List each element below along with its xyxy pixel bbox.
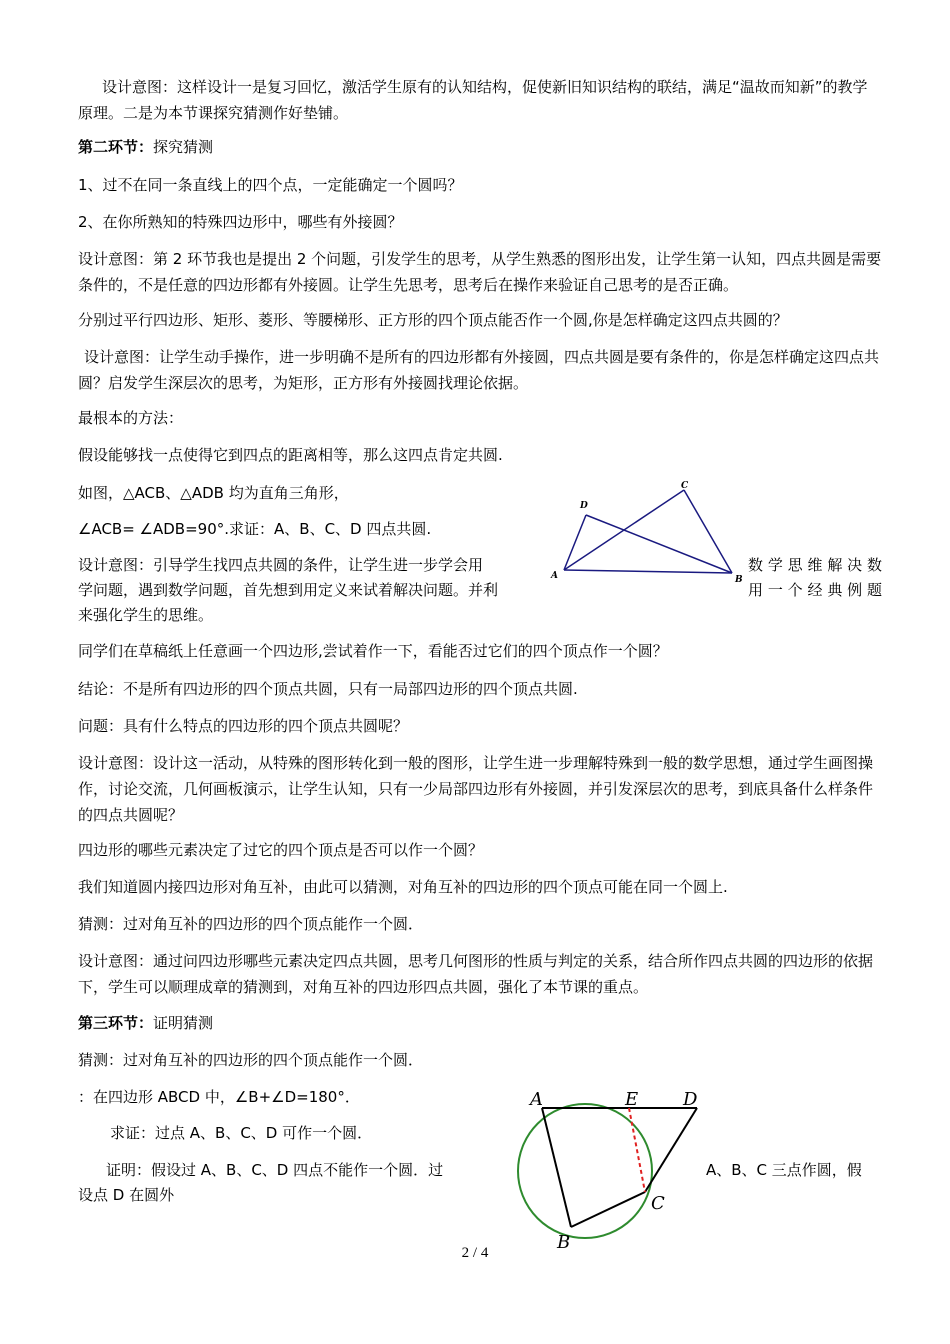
segment-AB [542,1108,571,1227]
paragraph-question: 问题：具有什么特点的四边形的四个顶点共圆呢？ [78,717,409,735]
section-3-label: 第三环节： [78,1014,154,1032]
paragraph-design-intent-4-line3: 来强化学生的思维。 [78,606,214,624]
label-C: C [651,1193,665,1214]
paragraph-which-elements: 四边形的哪些元素决定了过它的四个顶点是否可以作一个圆？ [78,841,484,859]
section-2-label: 第二环节： [78,138,154,156]
segment-CB [684,490,732,573]
paragraph-design-intent-2: 设计意图：第 2 环节我也是提出 2 个问题，引发学生的思考，从学生熟悉的图形出发，让学生第一认知，四点共圆是需要条件的，不是任意的四边形都有外接圆。让学生先思考，思考后在操作来验证自己思考的是否正确。 [78,250,882,294]
segment-CD [645,1108,697,1192]
section-3-heading [78,1010,882,1036]
paragraph-design-intent-4-line1: 设计意图：引导学生找四点共圆的条件，让学生进一步学会用 [78,556,484,574]
paragraph-equidistant: 假设能够找一点使得它到四点的距离相等，那么这四点肯定共圆. [78,446,503,464]
paragraph-try-quadrilateral: 同学们在草稿纸上任意画一个四边形,尝试着作一下，看能否过它们的四个顶点作一个圆？ [78,642,668,660]
label-B: B [557,1232,571,1253]
paragraph-proof-line1: 证明：假设过 A、B、C、D 四点不能作一个圆．过 [106,1161,444,1179]
question-2: 2、在你所熟知的特殊四边形中，哪些有外接圆？ [78,213,403,231]
figure-right-triangles [548,478,748,586]
label-C: C [681,481,689,491]
paragraph-design-intent-4-line2-right: 用一个经典例题 [748,581,882,599]
paragraph-basic-method: 最根本的方法： [78,409,184,427]
paragraph-design-intent-5: 设计意图：设计这一活动，从特殊的图形转化到一般的图形，让学生进一步理解特殊到一般的数学思想，通过学生画图操作，讨论交流，几何画板演示，让学生认知，只有一少局部四边形有外接圆，并引发深层次的思考，到底具备什么样条件的四点共圆呢？ [78,754,874,824]
segment-DB [586,515,732,573]
paragraph-design-intent-3: 设计意图：让学生动手操作，进一步明确不是所有的四边形都有外接圆，四点共圆是要有条件的，你是怎样确定这四点共圆？启发学生深层次的思考，为矩形，正方形有外接圆找理论依据。 [78,348,880,392]
segment-AB [564,570,732,573]
dashed-segment-EC [629,1108,645,1192]
paragraph-design-intent-4-line2: 学问题，遇到数学问题，首先想到用定义来试着解决问题。并利 [78,581,499,599]
figure-cyclic-quadrilateral [505,1085,720,1253]
paragraph-design-intent-6: 设计意图：通过问四边形哪些元素决定四点共圆，思考几何图形的性质与判定的关系，结合所作四点共圆的四边形的依据下，学生可以顺理成章的猜测到，对角互补的四边形四点共圆，强化了本节课的重点。 [78,952,874,996]
paragraph-given: ：在四边形 ABCD 中，∠B+∠D=180°． [78,1088,360,1106]
segment-AD [564,515,586,570]
paragraph-proof-line1-right: A、B、C 三点作圆，假 [706,1161,862,1179]
question-1: 1、过不在同一条直线上的四个点，一定能确定一个圆吗？ [78,176,463,194]
label-D: D [683,1089,698,1110]
paragraph-special-quadrilaterals: 分别过平行四边形、矩形、菱形、等腰梯形、正方形的四个顶点能否作一个圆,你是怎样确定这四点共圆的？ [78,311,788,329]
paragraph-proof-line2: 设点 D 在圆外 [78,1186,175,1204]
label-D: D [580,501,588,511]
paragraph-prove-concyclic: ∠ACB= ∠ADB=90°.求证：A、B、C、D 四点共圆. [78,520,432,538]
paragraph-right-triangles: 如图，△ACB、△ADB 均为直角三角形， [78,484,349,502]
paragraph-cyclic-quadrilateral: 我们知道圆内接四边形对角互补，由此可以猜测，对角互补的四边形的四个顶点可能在同一个圆上. [78,878,728,896]
label-A: A [551,571,558,581]
paragraph-conjecture: 猜测：过对角互补的四边形的四个顶点能作一个圆． [78,915,424,933]
label-A: A [530,1089,543,1110]
paragraph-to-prove: 求证：过点 A、B、C、D 可作一个圆． [110,1124,373,1142]
segment-BC [571,1192,645,1227]
paragraph-conjecture-2: 猜测：过对角互补的四边形的四个顶点能作一个圆． [78,1051,424,1069]
section-3-title: 证明猜测 [153,1014,214,1032]
section-2-title: 探究猜测 [153,138,214,156]
paragraph-conclusion: 结论：不是所有四边形的四个顶点共圆，只有一局部四边形的四个顶点共圆. [78,680,578,698]
paragraph-design-intent-4-line1-right: 数学思维解决数 [748,556,882,574]
label-B: B [735,575,743,585]
section-2-heading [78,134,882,160]
label-E: E [625,1089,639,1110]
page-number: 2 / 4 [461,1245,489,1261]
paragraph-design-intent-1: 设计意图：这样设计一是复习回忆，激活学生原有的认知结构，促使新旧知识结构的联结，满足“温故而知新”的教学原理。二是为本节课探究猜测作好垫铺。 [78,78,868,122]
